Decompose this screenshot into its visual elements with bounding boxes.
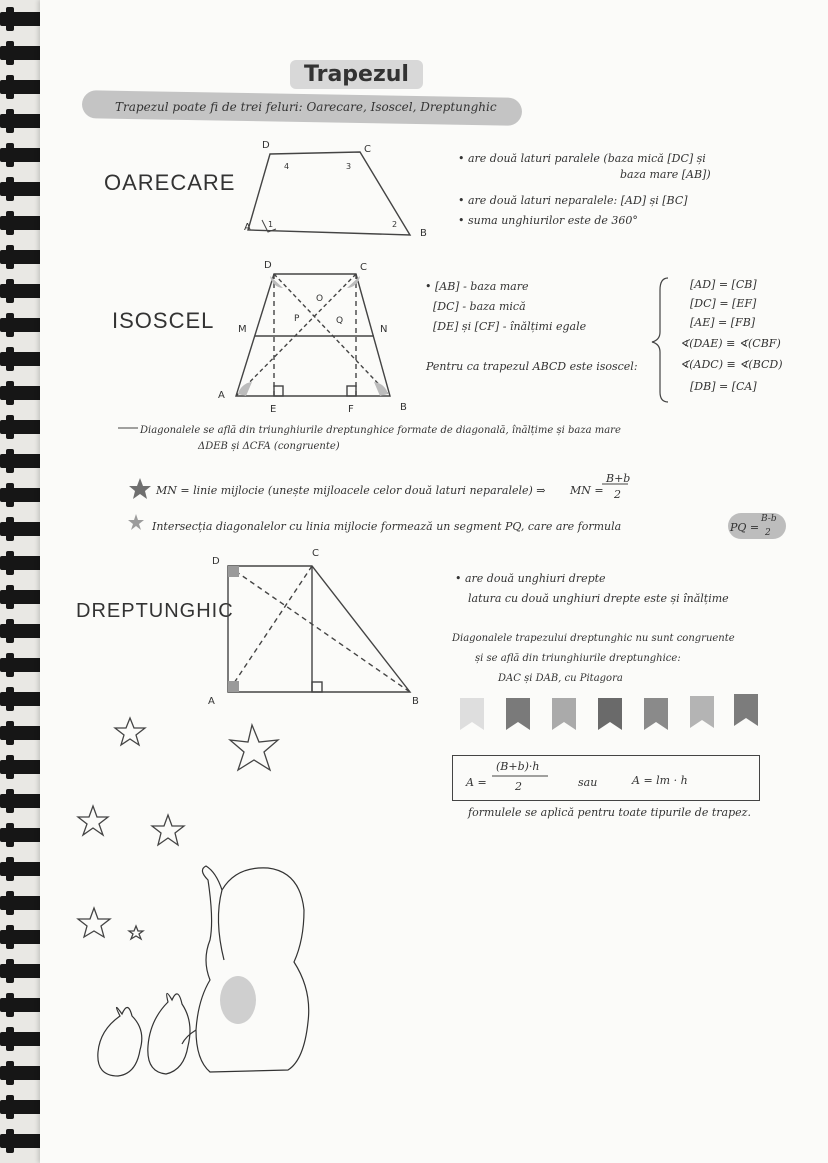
midline-den: 2: [614, 488, 621, 501]
page-title: Trapezul: [290, 60, 423, 89]
drept-point-2: latura cu două unghiuri drepte este și înălțime: [468, 592, 729, 605]
oar-vertex-d: D: [262, 140, 270, 151]
oarecare-point-2: • are două laturi neparalele: [AD] și [BC]: [458, 194, 688, 207]
heading-oarecare: OARECARE: [104, 170, 236, 195]
drept-diag-3: DAC și DAB, cu Pitagora: [498, 673, 623, 684]
iso-vertex-q: Q: [336, 316, 344, 326]
midline-lhs: MN =: [570, 484, 604, 497]
dreptunghic-trapezoid: [228, 566, 410, 692]
area-note: formulele se aplică pentru toate tipurile de trapez.: [468, 806, 751, 819]
intro-text: Trapezul poate fi de trei feluri: Oarecare, Isoscel, Dreptunghic: [115, 100, 497, 114]
heading-dreptunghic: DREPTUNGHIC: [76, 600, 234, 622]
drept-diag-2: și se află din triunghiurile dreptunghice:: [475, 653, 681, 664]
flag-garland: [460, 694, 758, 730]
area-lhs: A =: [466, 776, 487, 789]
elephant-illustration: [98, 866, 309, 1076]
area-den: 2: [515, 780, 522, 793]
iso-vertex-o: O: [316, 294, 324, 304]
isoscel-eq-4: ∢(DAE) ≡ ∢(CBF): [680, 337, 781, 350]
oar-vertex-a: A: [244, 222, 251, 233]
isoscel-eq-3: [AE] = [FB]: [690, 316, 756, 329]
dr-vertex-d: D: [212, 556, 220, 567]
isoscel-note-2: [DC] - baza mică: [433, 300, 526, 313]
oarecare-point-1b: baza mare [AB]): [620, 168, 711, 181]
oar-angle-2: 2: [392, 220, 398, 229]
area-alt: A = lm · h: [632, 774, 688, 787]
isoscel-note-1: • [AB] - baza mare: [425, 280, 529, 293]
dr-vertex-a: A: [208, 696, 215, 707]
iso-vertex-a: A: [218, 390, 225, 401]
oar-vertex-b: B: [420, 228, 427, 239]
oar-angle-3: 3: [346, 162, 352, 171]
decor-stars: [78, 718, 278, 939]
isoscel-eq-6: [DB] = [CA]: [690, 380, 757, 393]
oarecare-point-1: • are două laturi paralele (baza mică [DC] și: [458, 152, 706, 165]
midline-num: B+b: [606, 472, 631, 485]
isoscel-condition: Pentru ca trapezul ABCD este isoscel:: [426, 360, 638, 373]
oar-vertex-c: C: [364, 144, 371, 155]
iso-vertex-m: M: [238, 324, 247, 335]
oarecare-point-3: • suma unghiurilor este de 360°: [458, 214, 638, 227]
star-bullet-2: [128, 514, 144, 530]
isoscel-eq-5: ∢(ADC) ≡ ∢(BCD): [680, 358, 783, 371]
midline-text: MN = linie mijlocie (unește mijloacele celor două laturi neparalele) ⇒: [156, 484, 546, 497]
star-bullet-1: [129, 478, 151, 499]
iso-vertex-n: N: [380, 324, 388, 335]
area-or: sau: [578, 776, 598, 789]
pq-num: B-b: [761, 514, 777, 524]
diagonal-note-1: Diagonalele se află din triunghiurile dreptunghice formate de diagonală, înălțime și baza mare: [140, 425, 621, 436]
intersection-text: Intersecția diagonalelor cu linia mijlocie formează un segment PQ, care are formula: [152, 520, 622, 533]
iso-vertex-e: E: [270, 404, 277, 415]
area-num: (B+b)·h: [496, 760, 540, 773]
oar-angle-4: 4: [284, 162, 290, 171]
heading-isoscel: ISOSCEL: [112, 308, 215, 333]
drept-diag-1: Diagonalele trapezului dreptunghic nu sunt congruente: [452, 633, 735, 644]
pq-den: 2: [765, 528, 771, 538]
pq-lhs: PQ =: [730, 521, 760, 534]
isoscel-eq-2: [DC] = [EF]: [690, 297, 757, 310]
oar-angle-1: 1: [268, 220, 274, 229]
iso-vertex-c: C: [360, 262, 367, 273]
isoscel-note-3: [DE] și [CF] - înălțimi egale: [433, 320, 587, 333]
iso-vertex-b: B: [400, 402, 407, 413]
oarecare-trapezoid: [248, 152, 410, 235]
iso-vertex-p: P: [294, 314, 300, 324]
drept-point-1: • are două unghiuri drepte: [455, 572, 606, 585]
isoscel-trapezoid: [236, 274, 390, 396]
iso-vertex-f: F: [348, 404, 354, 415]
isoscel-eq-1: [AD] = [CB]: [690, 278, 757, 291]
diagonal-note-2: ΔDEB și ΔCFA (congruente): [198, 441, 340, 452]
iso-vertex-d: D: [264, 260, 272, 271]
dr-vertex-b: B: [412, 696, 419, 707]
dr-vertex-c: C: [312, 548, 319, 559]
